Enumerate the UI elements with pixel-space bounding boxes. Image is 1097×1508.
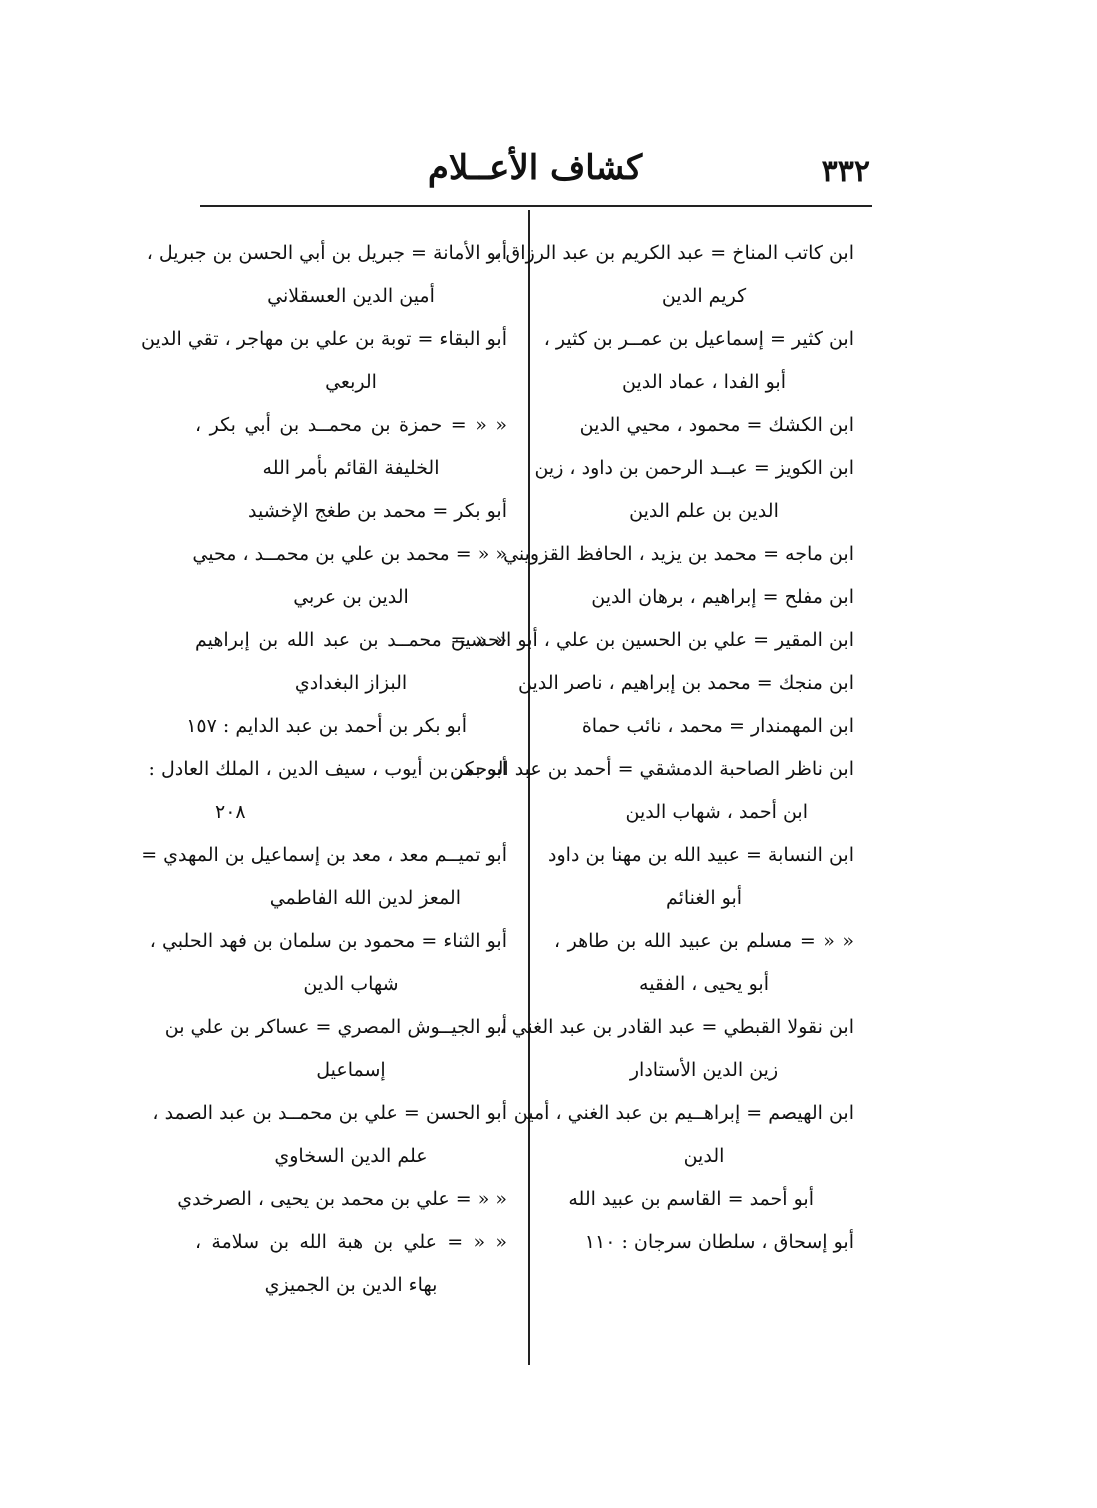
entry-line: « « = حمزة بن محمــد بن أبي بكر ، [195,414,507,436]
page-number: ٣٣٢ [821,154,870,189]
index-entry [192,533,507,619]
entry-continuation: الدين بن عربي [293,586,409,608]
index-entry [195,490,507,533]
index-entry [186,705,507,748]
entry-continuation: الخليفة القائم بأمر الله [262,457,440,479]
index-entry [499,1006,854,1092]
entry-line: « « = مسلم بن عبيد الله بن طاهر ، [554,930,854,952]
entry-line: أبو أحمد = القاسم بن عبيد الله [568,1188,814,1210]
index-entry [195,1221,507,1307]
index-entry [149,920,507,1006]
entry-continuation: ابن أحمد ، شهاب الدين [625,801,808,823]
entry-line: ابن كثير = إسماعيل بن عمــر بن كثير ، [543,328,854,350]
entry-line: ابن الكشك = محمود ، محيي الدين [579,414,854,436]
entry-continuation: البزاز البغدادي [294,672,408,694]
index-entry [534,447,854,533]
header-rule [200,205,872,207]
page-header [200,148,870,198]
entry-line: أبو إسحاق ، سلطان سرجان : ١١٠ [584,1231,854,1253]
entry-continuation: أمين الدين العسقلاني [267,285,435,307]
index-column-right [449,232,854,1264]
index-entry [548,834,854,920]
running-title: كشاف الأعــلام [427,148,643,188]
index-entry [177,1178,507,1221]
index-entry [195,404,507,490]
entry-line: ابن المهمندار = محمد ، نائب حماة [581,715,854,737]
entry-line: « « = علي بن هبة الله بن سلامة ، [195,1231,507,1253]
index-entry [554,1178,854,1221]
index-entry [195,619,507,705]
index-entry [449,748,854,834]
entry-line: ابن ماجه = محمد بن يزيد ، الحافظ القزويني [503,543,854,565]
index-column-left [141,232,507,1307]
entry-line: « « = علي بن محمد بن يحيى ، الصرخدي [177,1188,507,1210]
entry-continuation: ٢٠٨ [215,801,246,823]
entry-line: أبو الثناء = محمود بن سلمان بن فهد الحلبي ، [149,930,507,952]
index-entry [554,404,854,447]
entry-continuation: الدين [683,1145,725,1167]
index-entry [554,1221,854,1264]
entry-line: أبو الأمانة = جبريل بن أبي الحسن بن جبريل ، [146,242,507,264]
entry-line: أبو بكر بن أيوب ، سيف الدين ، الملك العادل : [148,758,507,780]
entry-line: أبو الجيــوش المصري = عساكر بن علي بن [164,1016,507,1038]
entry-continuation: بهاء الدين بن الجميزي [264,1274,438,1296]
entry-line: ابن نقولا القبطي = عبد القادر بن عبد الغني ، [499,1016,854,1038]
index-entry [513,1092,854,1178]
index-entry [518,662,854,705]
entry-line: ابن منجك = محمد بن إبراهيم ، ناصر الدين [518,672,854,694]
entry-continuation: زين الدين الأستادار [629,1059,779,1081]
index-entry [554,576,854,619]
entry-line: ابن المقير = علي بن الحسين بن علي ، أبو الحسين [450,629,854,651]
entry-continuation: الدين بن علم الدين [629,500,779,522]
entry-line: ابن الكويز = عبــد الرحمن بن داود ، زين [534,457,854,479]
entry-continuation: أبو الغنائم [665,887,743,909]
entry-continuation: أبو الفدا ، عماد الدين [622,371,786,393]
entry-continuation: شهاب الدين [303,973,399,995]
index-entry [554,920,854,1006]
entry-line: أبو بكر = محمد بن طغج الإخشيد [247,500,507,522]
index-entry [141,318,507,404]
index-entry [493,232,854,318]
entry-line: « « = محمــد بن عبد الله بن إبراهيم [195,629,507,651]
index-entry [554,705,854,748]
index-entry [146,232,507,318]
index-entry [164,1006,507,1092]
entry-line: « « = محمد بن علي بن محمــد ، محيي [192,543,507,565]
entry-continuation: الربعي [325,371,377,393]
index-entry [450,619,854,662]
entry-line: أبو بكر بن أحمد بن عبد الدايم : ١٥٧ [186,715,467,737]
entry-line: ابن ناظر الصاحبة الدمشقي = أحمد بن عبد الرحمن [449,758,854,780]
entry-continuation: علم الدين السخاوي [274,1145,428,1167]
entry-continuation: أبو يحيى ، الفقيه [639,973,769,995]
index-entry [152,1092,507,1178]
entry-line: أبو تميــم معد ، معد بن إسماعيل بن المهدي = [141,844,507,866]
entry-continuation: إسماعيل [316,1059,386,1081]
index-entry [148,748,507,834]
entry-line: ابن النسابة = عبيد الله بن مهنا بن داود [548,844,854,866]
entry-continuation: كريم الدين [661,285,747,307]
index-entry [503,533,854,576]
index-entry [543,318,854,404]
entry-continuation: المعز لدين الله الفاطمي [269,887,461,909]
index-entry [141,834,507,920]
entry-line: ابن مفلح = إبراهيم ، برهان الدين [591,586,854,608]
entry-line: ابن كاتب المناخ = عبد الكريم بن عبد الرزاق ، [493,242,854,264]
entry-line: ابن الهيصم = إبراهــيم بن عبد الغني ، أمين [513,1102,854,1124]
entry-line: أبو البقاء = توبة بن علي بن مهاجر ، تقي الدين [141,328,507,350]
entry-line: أبو الحسن = علي بن محمــد بن عبد الصمد ، [152,1102,507,1124]
